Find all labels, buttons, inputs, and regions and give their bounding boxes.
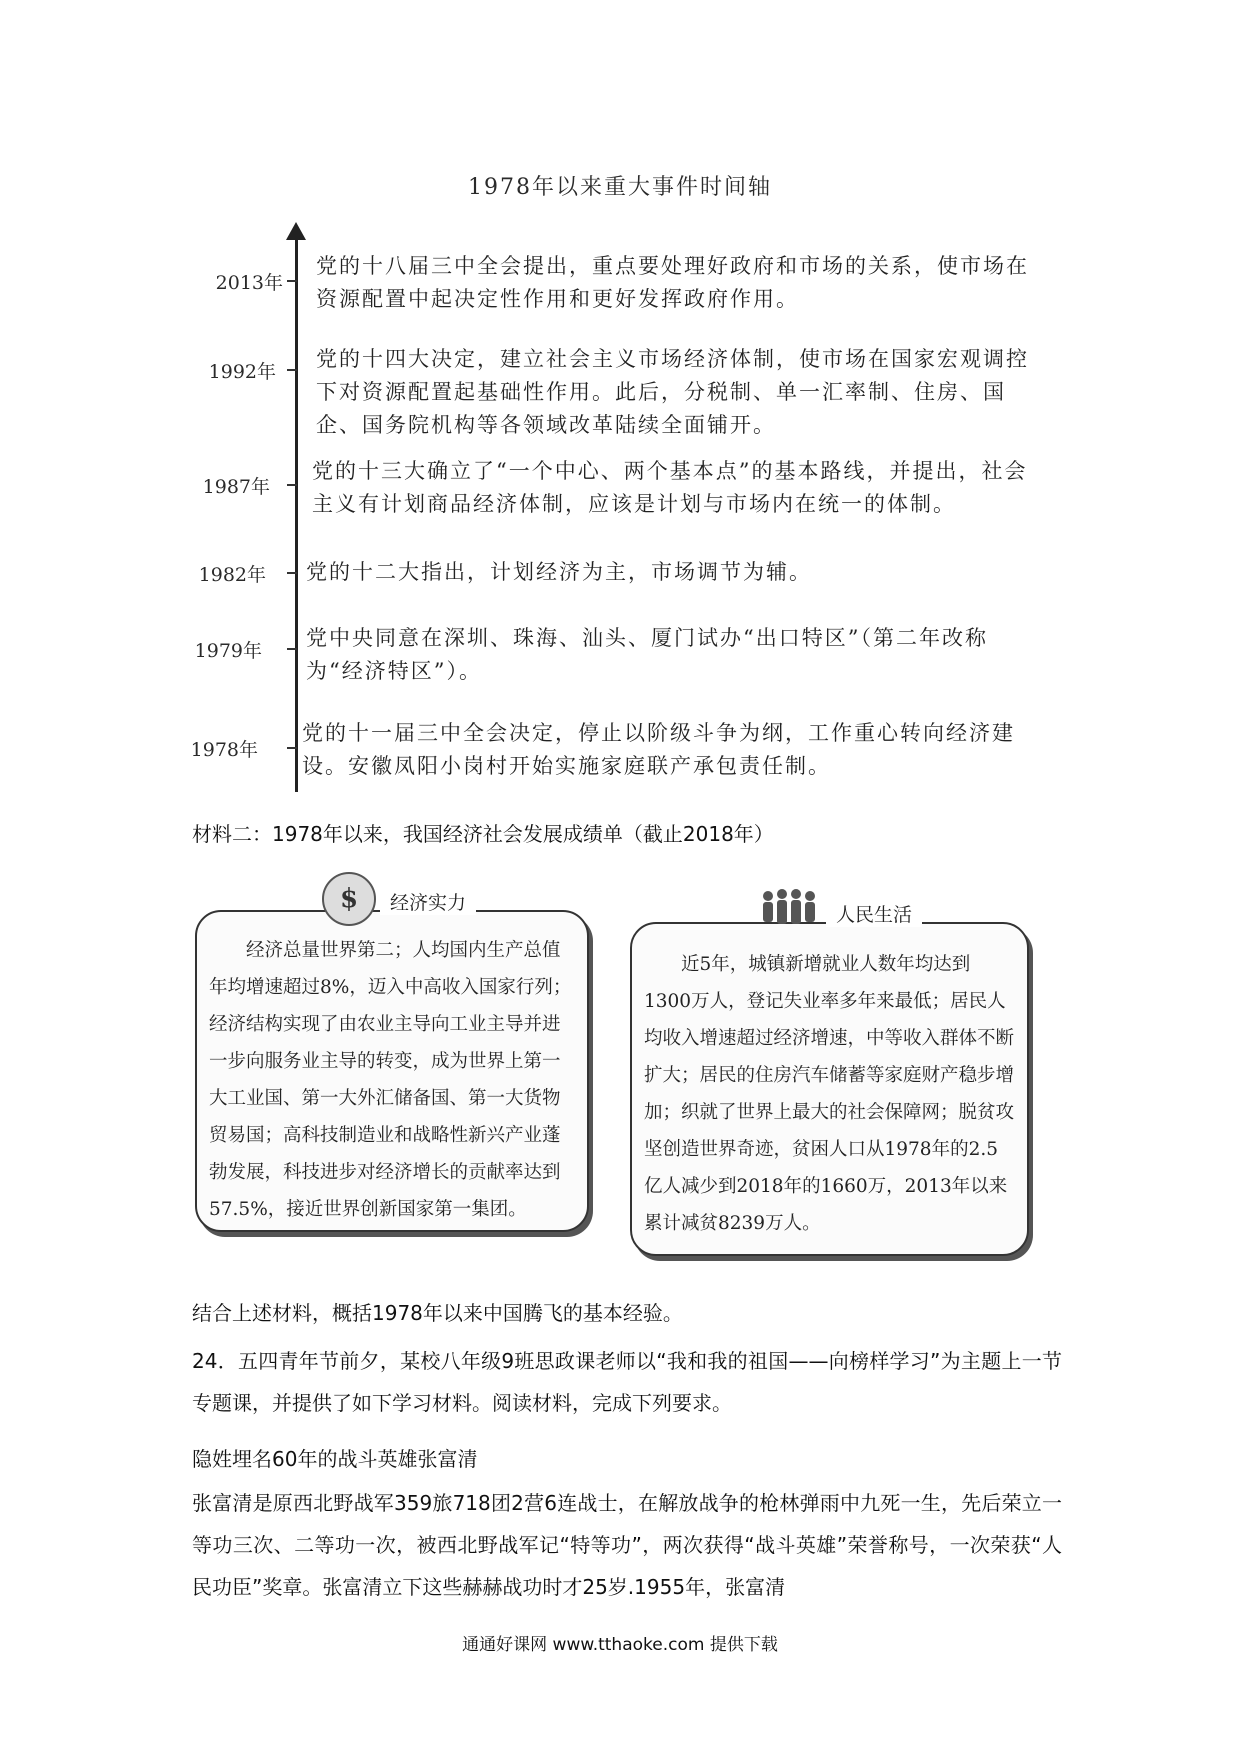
economic-strength-text: 经济总量世界第二；人均国内生产总值年均增速超过8%，迈入中高收入国家行列；经济结构实现了由农业主导向工业主导并进一步向服务业主导的转变，成为世界上第一大工业国、第一大外汇储备国、第一大货物贸易国；高科技制造业和战略性新兴产业蓬勃发展，科技进步对经济增长的贡献率达到57.5%，接近世界创新国家第一集团。 [209, 940, 572, 1220]
box-economic-strength [195, 910, 589, 1232]
box-people-livelihood [630, 922, 1029, 1256]
people-livelihood-title: 人民生活 [826, 900, 922, 927]
question-24-subtitle: 隐姓埋名60年的战斗英雄张富清 [192, 1447, 478, 1471]
tick-1987 [287, 484, 297, 486]
people-livelihood-text: 近5年，城镇新增就业人数年均达到1300万人，登记失业率多年来最低；居民人均收入增速超过经济增速，中等收入群体不断扩大；居民的住房汽车储蓄等家庭财产稳步增加；织就了世界上最大的社会保障网；脱贫攻坚创造世界奇迹，贫困人口从1978年的2.5亿人减少到2018年的1660万，2013年以来累计减贫8239万人。 [644, 954, 1015, 1234]
event-1987: 党的十三大确立了“一个中心、两个基本点”的基本路线，并提出，社会主义有计划商品经济体制，应该是计划与市场内在统一的体制。 [312, 459, 1028, 516]
question-23-prompt: 结合上述材料，概括1978年以来中国腾飞的基本经验。 [192, 1301, 683, 1325]
footer-source: 通通好课网 www.tthaoke.com 提供下载 [462, 1635, 778, 1655]
year-1992: 1992年 [208, 361, 276, 383]
event-1992: 党的十四大决定，建立社会主义市场经济体制，使市场在国家宏观调控下对资源配置起基础性作用。此后，分税制、单一汇率制、住房、国企、国务院机构等各领域改革陆续全面铺开。 [316, 347, 1029, 437]
question-24-intro: 24．五四青年节前夕，某校八年级9班思政课老师以“我和我的祖国——向榜样学习”为主题上一节专题课，并提供了如下学习材料。阅读材料，完成下列要求。 [192, 1349, 1062, 1415]
tick-1979 [287, 648, 297, 650]
year-1987: 1987年 [202, 476, 270, 498]
event-1978: 党的十一届三中全会决定，停止以阶级斗争为纲，工作重心转向经济建设。安徽凤阳小岗村开始实施家庭联产承包责任制。 [302, 721, 1015, 778]
event-1982: 党的十二大指出，计划经济为主，市场调节为辅。 [306, 560, 812, 584]
year-1982: 1982年 [198, 564, 266, 586]
event-1979: 党中央同意在深圳、珠海、汕头、厦门试办“出口特区”（第二年改称为“经济特区”）。 [306, 626, 988, 683]
tick-1982 [287, 572, 297, 574]
year-2013: 2013年 [215, 272, 283, 294]
economic-strength-title: 经济实力 [380, 888, 476, 915]
material2-heading: 材料二：1978年以来，我国经济社会发展成绩单（截止2018年） [192, 822, 774, 846]
event-2013: 党的十八届三中全会提出，重点要处理好政府和市场的关系，使市场在资源配置中起决定性作用和更好发挥政府作用。 [316, 254, 1029, 311]
year-1979: 1979年 [194, 640, 262, 662]
people-group-icon [760, 888, 820, 928]
tick-2013 [287, 280, 297, 282]
tick-1992 [287, 369, 297, 371]
question-24-body: 张富清是原西北野战军359旅718团2营6连战士，在解放战争的枪林弹雨中九死一生，先后荣立一等功三次、二等功一次，被西北野战军记“特等功”，两次获得“战斗英雄”荣誉称号，一次荣获“人民功臣”奖章。张富清立下这些赫赫战功时才25岁.1955年，张富清 [192, 1491, 1062, 1599]
tick-1978 [287, 747, 297, 749]
timeline-title: 1978年以来重大事件时间轴 [468, 175, 772, 200]
coin-stack-icon: $ [322, 872, 376, 926]
timeline-axis [295, 236, 298, 792]
year-1978: 1978年 [190, 739, 258, 761]
